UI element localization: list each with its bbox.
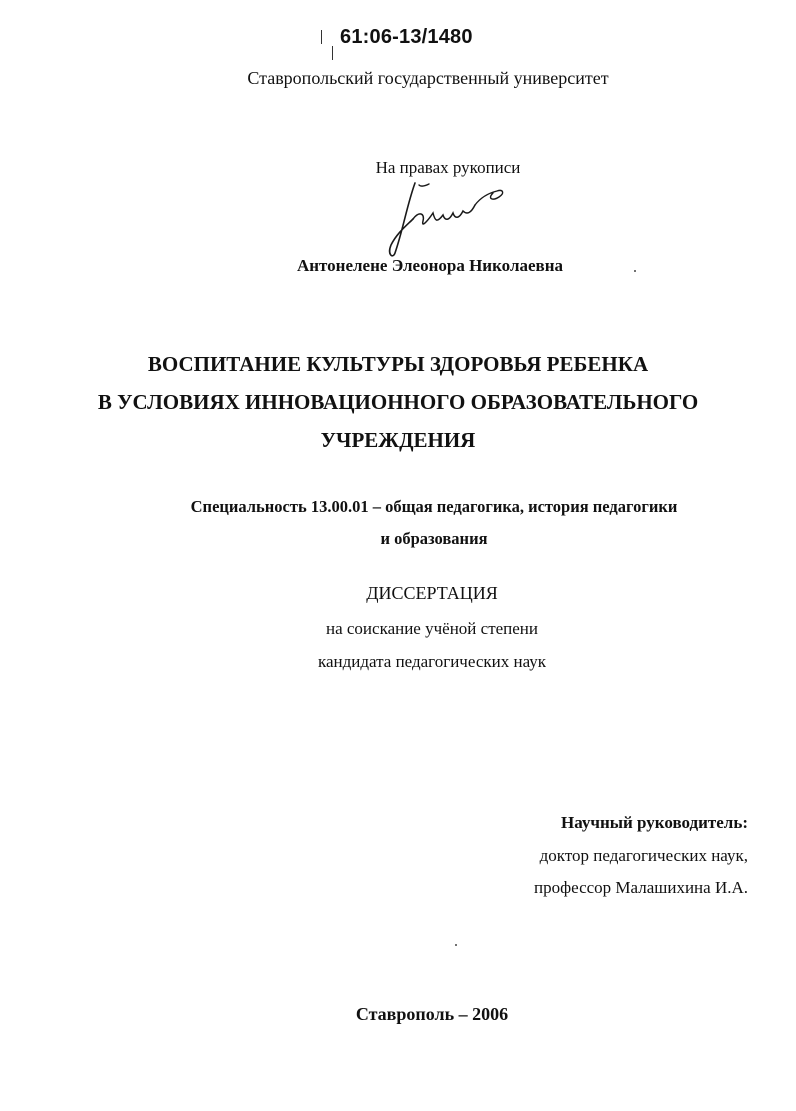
author-name: Антонелене Элеонора Николаевна bbox=[296, 256, 564, 275]
place-year: Ставрополь – 2006 bbox=[355, 1004, 509, 1024]
dissertation-title-line-1: ВОСПИТАНИЕ КУЛЬТУРЫ ЗДОРОВЬЯ РЕБЕНКА bbox=[147, 352, 649, 376]
degree-line-1: на соискание учёной степени bbox=[325, 619, 539, 638]
dissertation-label: ДИССЕРТАЦИЯ bbox=[366, 583, 498, 603]
margin-tick-mark bbox=[332, 46, 333, 60]
supervisor-name: профессор Малашихина И.А. bbox=[534, 878, 748, 897]
scan-speck bbox=[634, 270, 636, 272]
scan-speck bbox=[455, 944, 457, 946]
supervisor-heading: Научный руководитель: bbox=[561, 813, 748, 832]
university-name: Ставропольский государственный университет bbox=[247, 68, 609, 88]
signature-icon bbox=[385, 175, 510, 260]
dissertation-title-line-2: В УСЛОВИЯХ ИННОВАЦИОННОГО ОБРАЗОВАТЕЛЬНОГО bbox=[97, 390, 699, 414]
margin-tick-mark bbox=[321, 30, 322, 44]
supervisor-degree: доктор педагогических наук, bbox=[539, 846, 748, 865]
dissertation-title-line-3: УЧРЕЖДЕНИЯ bbox=[320, 428, 476, 452]
specialty-line-2: и образования bbox=[380, 529, 488, 548]
degree-line-2: кандидата педагогических наук bbox=[317, 652, 547, 671]
specialty-line-1: Специальность 13.00.01 – общая педагогика, история педагогики bbox=[190, 497, 678, 516]
manuscript-note: На правах рукописи bbox=[375, 158, 521, 177]
call-number: 61:06-13/1480 bbox=[340, 26, 473, 48]
